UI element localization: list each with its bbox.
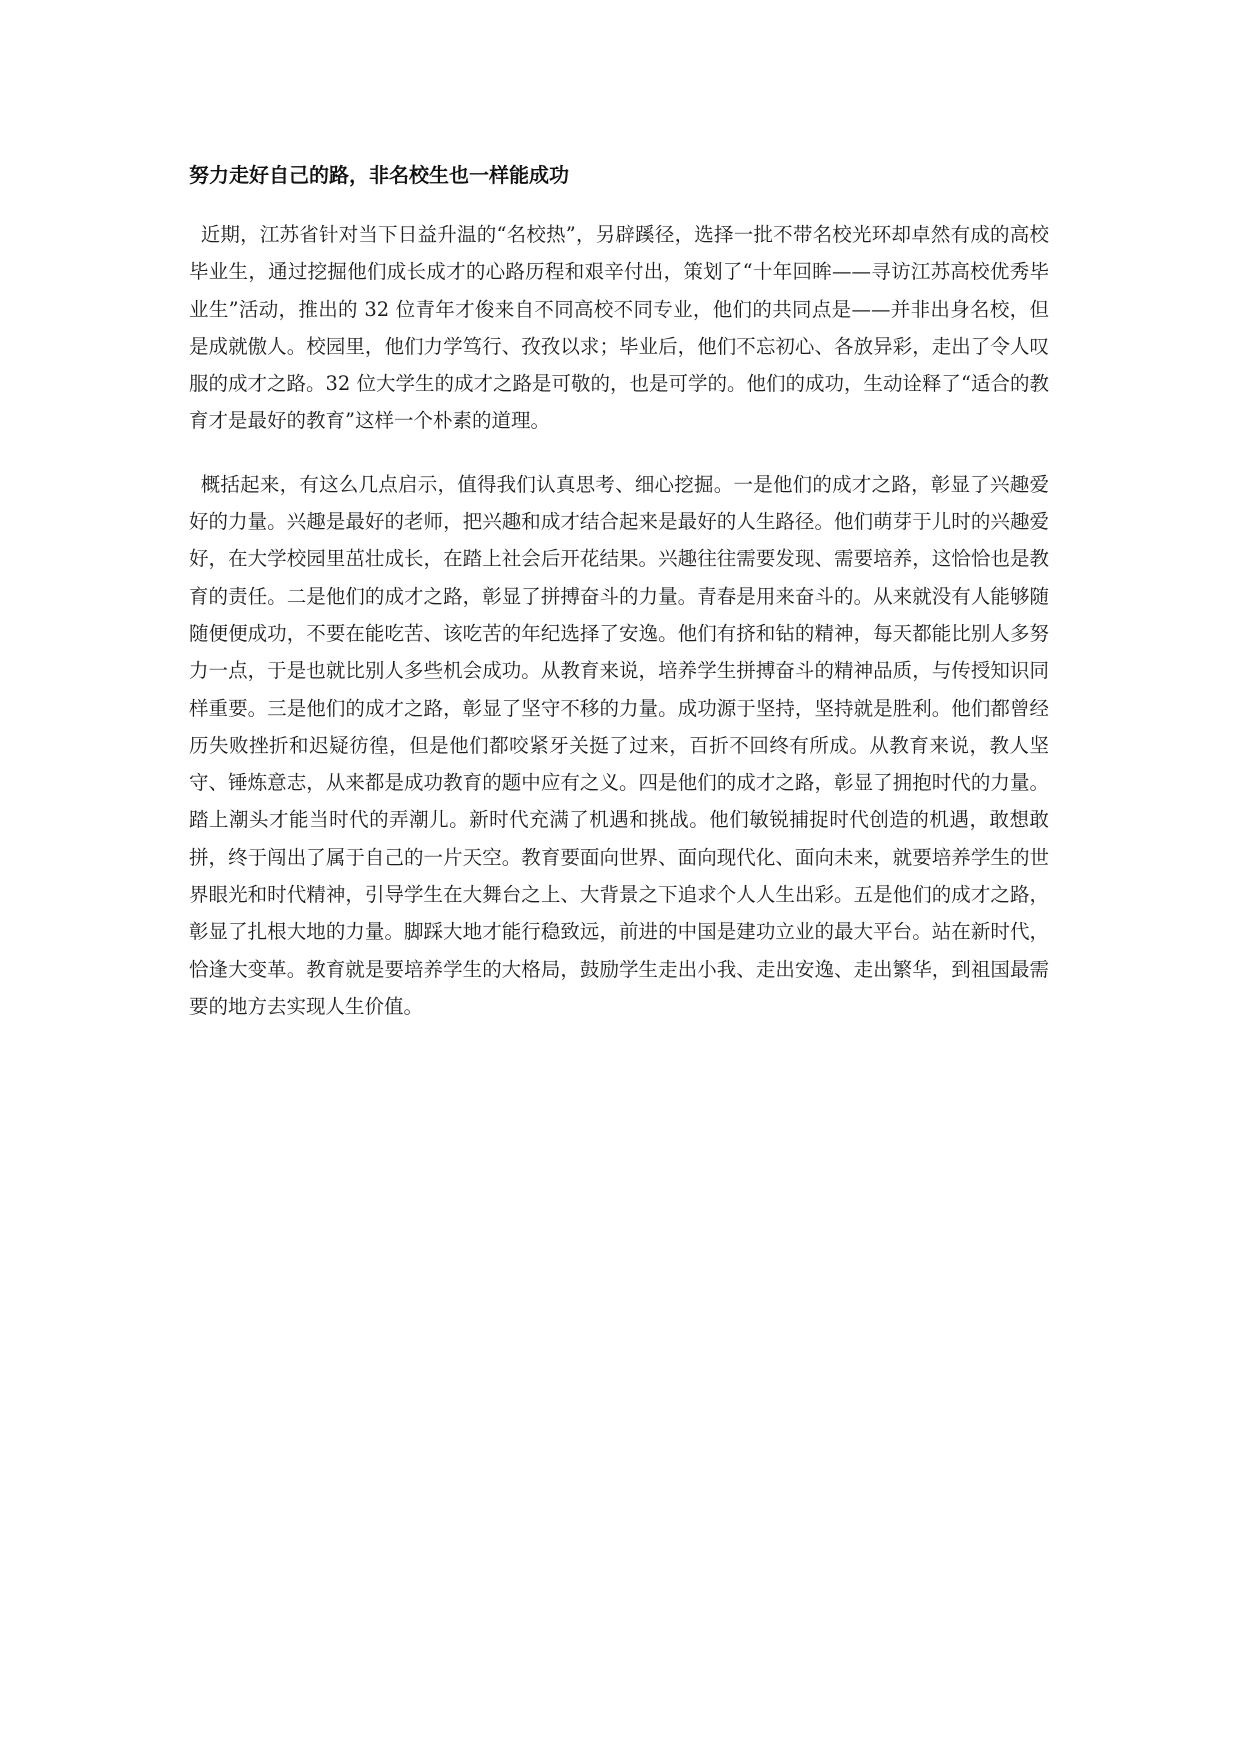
paragraph-intro: 近期，江苏省针对当下日益升温的“名校热”，另辟蹊径，选择一批不带名校光环却卓然有成的高校毕业生，通过挖掘他们成长成才的心路历程和艰辛付出，策划了“十年回眸——寻访江苏高校优秀毕业生”活动，推出的 32 位青年才俊来自不同高校不同专业，他们的共同点是——并非出身名校，但是成就傲人。校园里，他们力学笃行、孜孜以求；毕业后，他们不忘初心、各放异彩，走出了令人叹服的成才之路。32 位大学生的成才之路是可敬的，也是可学的。他们的成功，生动诠释了“适合的教育才是最好的教育”这样一个朴素的道理。 <box>189 223 1049 433</box>
paragraph-insights: 概括起来，有这么几点启示，值得我们认真思考、细心挖掘。一是他们的成才之路，彰显了兴趣爱好的力量。兴趣是最好的老师，把兴趣和成才结合起来是最好的人生路径。他们萌芽于儿时的兴趣爱好，在大学校园里茁壮成长，在踏上社会后开花结果。兴趣往往需要发现、需要培养，这恰恰也是教育的责任。二是他们的成才之路，彰显了拼搏奋斗的力量。青春是用来奋斗的。从来就没有人能够随随便便成功，不要在能吃苦、该吃苦的年纪选择了安逸。他们有挤和钻的精神，每天都能比别人多努力一点，于是也就比别人多些机会成功。从教育来说，培养学生拼搏奋斗的精神品质，与传授知识同样重要。三是他们的成才之路，彰显了坚守不移的力量。成功源于坚持，坚持就是胜利。他们都曾经历失败挫折和迟疑彷徨，但是他们都咬紧牙关挺了过来，百折不回终有所成。从教育来说，教人坚守、锤炼意志，从来都是成功教育的题中应有之义。四是他们的成才之路，彰显了拥抱时代的力量。踏上潮头才能当时代的弄潮儿。新时代充满了机遇和挑战。他们敏锐捕捉时代创造的机遇，敢想敢拼，终于闯出了属于自己的一片天空。教育要面向世界、面向现代化、面向未来，就要培养学生的世界眼光和时代精神，引导学生在大舞台之上、大背景之下追求个人人生出彩。五是他们的成才之路，彰显了扎根大地的力量。脚踩大地才能行稳致远，前进的中国是建功立业的最大平台。站在新时代，恰逢大变革。教育就是要培养学生的大格局，鼓励学生走出小我、走出安逸、走出繁华，到祖国最需要的地方去实现人生价值。 <box>189 472 1049 1018</box>
article-title: 努力走好自己的路，非名校生也一样能成功 <box>189 163 569 187</box>
article-body <box>189 160 1049 1051</box>
